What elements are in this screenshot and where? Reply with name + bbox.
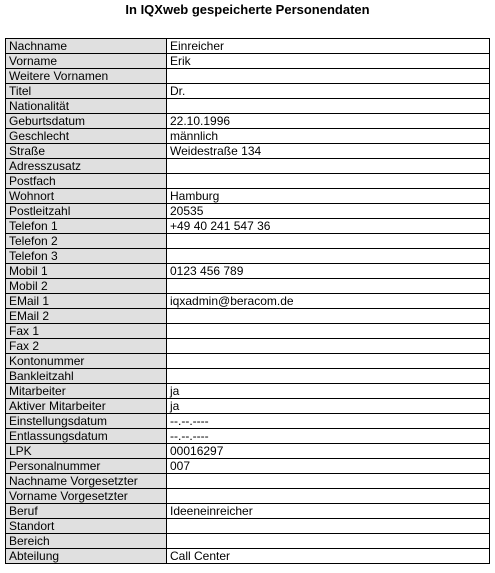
page-title: In IQXweb gespeicherte Personendaten [125,2,370,17]
table-row [6,534,490,549]
table-row [6,249,490,264]
field-label: Telefon 1 [6,219,167,234]
field-value [167,534,490,549]
field-label: Mobil 2 [6,279,167,294]
field-value [167,69,490,84]
field-label: Telefon 3 [6,249,167,264]
field-label: Fax 2 [6,339,167,354]
field-value: ja [167,399,490,414]
table-body [6,39,490,564]
table-row [6,54,490,69]
field-value: Einreicher [167,39,490,54]
table-row [6,294,490,309]
table-row [6,519,490,534]
field-value: Erik [167,54,490,69]
field-value: Call Center [167,549,490,564]
field-label: Bereich [6,534,167,549]
table-row [6,459,490,474]
table-row [6,474,490,489]
field-value: iqxadmin@beracom.de [167,294,490,309]
field-value: Ideeneinreicher [167,504,490,519]
field-label: Vorname Vorgesetzter [6,489,167,504]
field-label: Wohnort [6,189,167,204]
field-label: Einstellungsdatum [6,414,167,429]
field-label: Weitere Vornamen [6,69,167,84]
table-row [6,279,490,294]
field-label: Geburtsdatum [6,114,167,129]
field-label: Titel [6,84,167,99]
field-value: 20535 [167,204,490,219]
field-label: Straße [6,144,167,159]
table-row [6,324,490,339]
field-label: Postfach [6,174,167,189]
field-label: Beruf [6,504,167,519]
field-label: Telefon 2 [6,234,167,249]
field-value [167,159,490,174]
field-label: Fax 1 [6,324,167,339]
field-value: Weidestraße 134 [167,144,490,159]
field-label: Standort [6,519,167,534]
field-label: Entlassungsdatum [6,429,167,444]
table-row [6,549,490,564]
field-label: Personalnummer [6,459,167,474]
field-value [167,309,490,324]
table-row [6,174,490,189]
field-label: Abteilung [6,549,167,564]
table-row [6,354,490,369]
field-value: ja [167,384,490,399]
field-label: Nachname [6,39,167,54]
table-row [6,444,490,459]
field-label: Bankleitzahl [6,369,167,384]
field-value: --.--.---- [167,429,490,444]
field-value: Hamburg [167,189,490,204]
field-value: 007 [167,459,490,474]
field-value [167,324,490,339]
field-value: 00016297 [167,444,490,459]
field-value: --.--.---- [167,414,490,429]
table-row [6,234,490,249]
field-label: Vorname [6,54,167,69]
field-label: Nachname Vorgesetzter [6,474,167,489]
field-label: EMail 2 [6,309,167,324]
field-value [167,369,490,384]
table-row [6,339,490,354]
field-value [167,279,490,294]
field-value: 22.10.1996 [167,114,490,129]
table-row [6,114,490,129]
field-value [167,234,490,249]
table-row [6,204,490,219]
field-value [167,354,490,369]
field-value: 0123 456 789 [167,264,490,279]
table-row [6,159,490,174]
field-value: männlich [167,129,490,144]
table-row [6,309,490,324]
table-row [6,414,490,429]
field-value [167,474,490,489]
field-label: Mobil 1 [6,264,167,279]
table-row [6,264,490,279]
table-row [6,399,490,414]
field-label: Nationalität [6,99,167,114]
table-row [6,129,490,144]
field-label: Adresszusatz [6,159,167,174]
field-value [167,339,490,354]
table-row [6,84,490,99]
table-row [6,369,490,384]
field-value: Dr. [167,84,490,99]
field-label: Aktiver Mitarbeiter [6,399,167,414]
field-label: LPK [6,444,167,459]
table-row [6,489,490,504]
table-row [6,429,490,444]
field-label: EMail 1 [6,294,167,309]
field-value [167,174,490,189]
field-value [167,489,490,504]
table-row [6,384,490,399]
field-label: Mitarbeiter [6,384,167,399]
field-label: Geschlecht [6,129,167,144]
table-row [6,99,490,114]
table-row [6,504,490,519]
field-value: +49 40 241 547 36 [167,219,490,234]
table-row [6,219,490,234]
table-row [6,189,490,204]
person-data-table [5,38,490,564]
field-label: Postleitzahl [6,204,167,219]
field-value [167,249,490,264]
field-label: Kontonummer [6,354,167,369]
field-value [167,99,490,114]
field-value [167,519,490,534]
table-row [6,69,490,84]
table-row [6,39,490,54]
table-row [6,144,490,159]
